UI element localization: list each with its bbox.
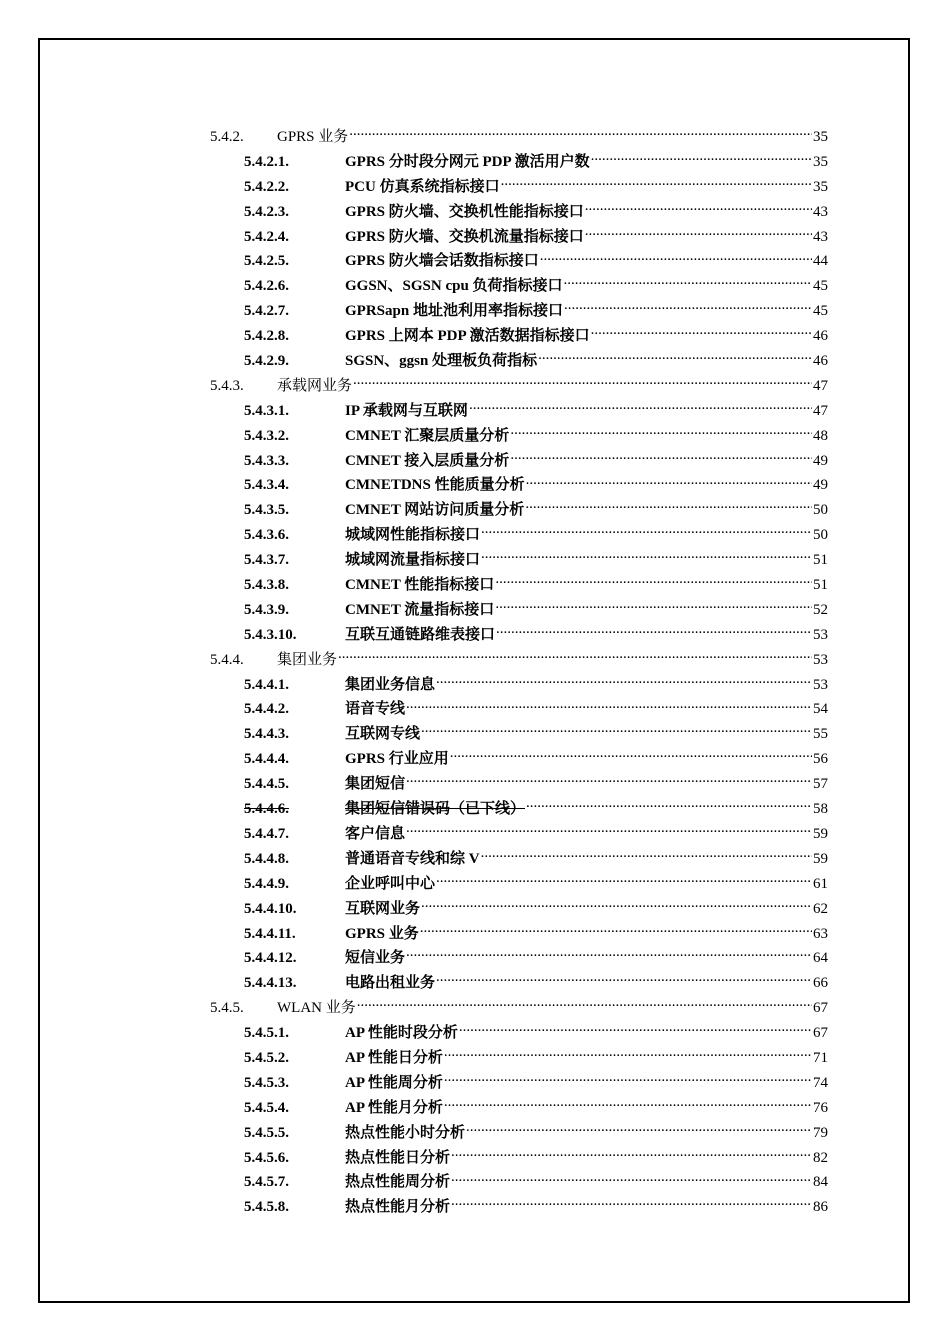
toc-entry-page-number: 71 (813, 1049, 828, 1066)
toc-entry-title: WLAN 业务 (277, 1000, 356, 1017)
toc-dot-leader (436, 873, 812, 888)
toc-dot-leader (495, 599, 812, 614)
toc-entry-number: 5.4.4.5. (244, 776, 289, 793)
toc-entry-page-number: 51 (813, 577, 828, 594)
toc-dot-leader (481, 549, 812, 564)
toc-entry-number: 5.4.3.8. (244, 577, 289, 594)
toc-entry-number: 5.4.4.13. (244, 975, 297, 992)
toc-entry-number: 5.4.4.6. (244, 801, 289, 818)
toc-entry[interactable] (210, 1170, 828, 1195)
toc-dot-leader (510, 425, 812, 440)
toc-dot-leader (501, 176, 812, 191)
toc-entry-title: 集团业务信息 (345, 676, 436, 693)
toc-entry-page-number: 76 (813, 1099, 828, 1116)
toc-entry-page-number: 74 (813, 1074, 828, 1091)
toc-dot-leader (406, 773, 812, 788)
toc-dot-leader (466, 1122, 812, 1137)
toc-entry[interactable] (210, 548, 828, 573)
toc-entry-number: 5.4.5.2. (244, 1049, 289, 1066)
toc-entry[interactable] (210, 249, 828, 274)
toc-entry-title: CMNET 性能指标接口 (345, 577, 495, 594)
toc-entry[interactable] (210, 722, 828, 747)
toc-entry-title: 客户信息 (345, 825, 406, 842)
toc-entry-page-number: 45 (813, 278, 828, 295)
toc-entry-title: SGSN、ggsn 处理板负荷指标 (345, 353, 538, 370)
toc-entry-page-number: 67 (813, 1000, 828, 1017)
toc-entry-page-number: 59 (813, 850, 828, 867)
toc-entry-number: 5.4.3.7. (244, 552, 289, 569)
toc-entry-page-number: 46 (813, 328, 828, 345)
toc-dot-leader (510, 450, 812, 465)
toc-entry-title: 互联互通链路维表接口 (345, 626, 496, 643)
toc-entry-title: 集团短信 (345, 776, 406, 793)
toc-entry-title: 热点性能周分析 (345, 1174, 451, 1191)
toc-dot-leader (481, 524, 812, 539)
toc-dot-leader (353, 375, 812, 390)
toc-dot-leader (496, 624, 812, 639)
toc-entry-number: 5.4.2.1. (244, 153, 289, 170)
toc-entry-page-number: 53 (813, 676, 828, 693)
toc-entry[interactable] (210, 125, 828, 150)
toc-entry-title: 集团短信错误码（已下线） (345, 801, 526, 818)
toc-entry-page-number: 49 (813, 452, 828, 469)
toc-entry-title: GPRS 行业应用 (345, 751, 449, 768)
toc-entry-title: 集团业务 (277, 651, 338, 668)
toc-entry-title: GGSN、SGSN cpu 负荷指标接口 (345, 278, 563, 295)
toc-entry-title: GPRS 业务 (345, 925, 419, 942)
toc-entry-page-number: 66 (813, 975, 828, 992)
toc-entry-page-number: 64 (813, 950, 828, 967)
toc-entry-title: 承载网业务 (277, 377, 353, 394)
toc-entry-page-number: 54 (813, 701, 828, 718)
toc-entry-title: GPRS 业务 (277, 129, 349, 145)
toc-entry-title: AP 性能时段分析 (345, 1025, 458, 1042)
toc-entry[interactable] (210, 648, 828, 673)
toc-dot-leader (450, 748, 812, 763)
toc-entry-page-number: 67 (813, 1025, 828, 1042)
toc-dot-leader (451, 1171, 812, 1186)
toc-entry-title: CMNET 网站访问质量分析 (345, 502, 525, 519)
toc-entry[interactable] (210, 1046, 828, 1071)
toc-entry-title: AP 性能日分析 (345, 1049, 443, 1066)
toc-entry-number: 5.4.2.6. (244, 278, 289, 295)
toc-entry-title: CMNET 汇聚层质量分析 (345, 427, 510, 444)
toc-entry-page-number: 43 (813, 228, 828, 245)
toc-dot-leader (406, 698, 812, 713)
toc-entry-number: 5.4.2.4. (244, 228, 289, 245)
toc-dot-leader (585, 201, 812, 216)
toc-entry-page-number: 43 (813, 203, 828, 220)
toc-entry-title: 热点性能月分析 (345, 1199, 451, 1216)
toc-entry-title: 互联网业务 (345, 900, 421, 917)
toc-entry-number: 5.4.4.1. (244, 676, 289, 693)
toc-entry[interactable] (210, 822, 828, 847)
toc-entry-page-number: 79 (813, 1124, 828, 1141)
toc-entry-page-number: 55 (813, 726, 828, 743)
toc-entry[interactable] (210, 1195, 828, 1220)
toc-dot-leader (444, 1072, 812, 1087)
toc-entry-page-number: 59 (813, 825, 828, 842)
toc-entry[interactable] (210, 523, 828, 548)
toc-dot-leader (540, 250, 812, 265)
toc-entry-page-number: 84 (813, 1174, 828, 1191)
toc-dot-leader (459, 1022, 812, 1037)
toc-dot-leader (591, 325, 812, 340)
toc-entry-number: 5.4.4. (210, 651, 244, 668)
toc-entry[interactable] (210, 747, 828, 772)
toc-entry-number: 5.4.5.6. (244, 1149, 289, 1166)
toc-entry-number: 5.4.3.1. (244, 402, 289, 419)
toc-entry[interactable] (210, 424, 828, 449)
toc-entry-number: 5.4.4.8. (244, 850, 289, 867)
toc-entry[interactable] (210, 498, 828, 523)
toc-entry-number: 5.4.2.9. (244, 353, 289, 370)
toc-entry-page-number: 56 (813, 751, 828, 768)
toc-dot-leader (525, 499, 812, 514)
toc-dot-leader (481, 848, 812, 863)
toc-entry-title: GPRSapn 地址池利用率指标接口 (345, 303, 563, 320)
toc-entry-number: 5.4.4.10. (244, 900, 297, 917)
toc-entry[interactable] (210, 374, 828, 399)
toc-entry-number: 5.4.4.7. (244, 825, 289, 842)
toc-entry-number: 5.4.5.1. (244, 1025, 289, 1042)
toc-entry-title: 普通语音专线和综 V (345, 850, 480, 867)
toc-entry-number: 5.4.5. (210, 1000, 244, 1017)
toc-entry[interactable] (210, 349, 828, 374)
toc-entry[interactable] (210, 1071, 828, 1096)
toc-entry-title: 互联网专线 (345, 726, 421, 743)
toc-entry-page-number: 50 (813, 527, 828, 544)
toc-entry-title: GPRS 防火墙会话数指标接口 (345, 253, 539, 270)
toc-entry-number: 5.4.5.8. (244, 1199, 289, 1216)
toc-entry-title: 城域网性能指标接口 (345, 527, 481, 544)
toc-entry-title: 语音专线 (345, 701, 406, 718)
toc-dot-leader (349, 126, 812, 141)
toc-entry-title: GPRS 防火墙、交换机流量指标接口 (345, 228, 584, 245)
toc-entry[interactable] (210, 1096, 828, 1121)
toc-entry[interactable] (210, 175, 828, 200)
toc-entry[interactable] (210, 922, 828, 947)
toc-entry-number: 5.4.2.8. (244, 328, 289, 345)
toc-entry-number: 5.4.3.3. (244, 452, 289, 469)
toc-entry-title: PCU 仿真系统指标接口 (345, 178, 500, 195)
toc-entry-page-number: 47 (813, 402, 828, 419)
toc-entry[interactable] (210, 399, 828, 424)
toc-entry-title: GPRS 防火墙、交换机性能指标接口 (345, 203, 584, 220)
toc-entry-page-number: 35 (813, 153, 828, 170)
toc-entry-number: 5.4.3.4. (244, 477, 289, 494)
toc-entry-number: 5.4.2. (210, 129, 244, 145)
toc-entry[interactable] (210, 225, 828, 250)
toc-entry-number: 5.4.3. (210, 377, 244, 394)
toc-entry-number: 5.4.5.7. (244, 1174, 289, 1191)
toc-entry[interactable] (210, 673, 828, 698)
toc-entry-page-number: 44 (813, 253, 828, 270)
toc-entry-number: 5.4.4.9. (244, 875, 289, 892)
toc-dot-leader (451, 1196, 812, 1211)
toc-entry-page-number: 58 (813, 801, 828, 818)
toc-dot-leader (420, 923, 812, 938)
toc-dot-leader (421, 898, 812, 913)
table-of-contents (210, 125, 828, 1220)
toc-entry[interactable] (210, 1021, 828, 1046)
toc-dot-leader (451, 1147, 812, 1162)
toc-entry-title: CMNETDNS 性能质量分析 (345, 477, 525, 494)
toc-entry[interactable] (210, 449, 828, 474)
toc-entry-number: 5.4.3.6. (244, 527, 289, 544)
toc-entry-title: 电路出租业务 (345, 975, 436, 992)
toc-entry-page-number: 61 (813, 875, 828, 892)
toc-dot-leader (469, 400, 812, 415)
toc-entry[interactable] (210, 996, 828, 1021)
toc-entry-number: 5.4.2.5. (244, 253, 289, 270)
toc-entry[interactable] (210, 200, 828, 225)
toc-entry-number: 5.4.5.5. (244, 1124, 289, 1141)
toc-entry-page-number: 35 (813, 129, 828, 145)
toc-entry-title: AP 性能月分析 (345, 1099, 443, 1116)
toc-entry-page-number: 48 (813, 427, 828, 444)
toc-entry-page-number: 35 (813, 178, 828, 195)
toc-entry-page-number: 52 (813, 601, 828, 618)
toc-entry-page-number: 62 (813, 900, 828, 917)
toc-entry[interactable] (210, 697, 828, 722)
toc-dot-leader (436, 972, 812, 987)
toc-entry[interactable] (210, 299, 828, 324)
toc-entry-page-number: 46 (813, 353, 828, 370)
toc-dot-leader (444, 1097, 812, 1112)
toc-entry[interactable] (210, 623, 828, 648)
toc-entry[interactable] (210, 797, 828, 822)
toc-dot-leader (338, 649, 812, 664)
toc-entry-number: 5.4.2.2. (244, 178, 289, 195)
toc-entry-title: IP 承载网与互联网 (345, 402, 468, 419)
toc-entry-title: AP 性能周分析 (345, 1074, 443, 1091)
toc-entry[interactable] (210, 598, 828, 623)
toc-entry-number: 5.4.4.12. (244, 950, 297, 967)
toc-dot-leader (526, 798, 812, 813)
toc-entry-title: 短信业务 (345, 950, 406, 967)
toc-entry[interactable] (210, 274, 828, 299)
toc-dot-leader (436, 674, 812, 689)
toc-entry[interactable] (210, 573, 828, 598)
toc-entry-number: 5.4.4.11. (244, 925, 296, 942)
toc-entry[interactable] (210, 150, 828, 175)
toc-entry[interactable] (210, 1146, 828, 1171)
toc-entry-page-number: 82 (813, 1149, 828, 1166)
toc-entry-number: 5.4.4.2. (244, 701, 289, 718)
toc-entry-page-number: 53 (813, 651, 828, 668)
toc-entry-number: 5.4.4.4. (244, 751, 289, 768)
toc-dot-leader (357, 997, 812, 1012)
toc-entry[interactable] (210, 772, 828, 797)
toc-entry-number: 5.4.3.10. (244, 626, 297, 643)
toc-entry-page-number: 53 (813, 626, 828, 643)
toc-dot-leader (406, 823, 812, 838)
toc-entry-title: 热点性能日分析 (345, 1149, 451, 1166)
toc-entry-number: 5.4.5.4. (244, 1099, 289, 1116)
toc-dot-leader (564, 300, 812, 315)
toc-entry-title: CMNET 接入层质量分析 (345, 452, 510, 469)
toc-entry-page-number: 45 (813, 303, 828, 320)
toc-entry[interactable] (210, 847, 828, 872)
toc-entry-page-number: 63 (813, 925, 828, 942)
toc-entry-title: 城域网流量指标接口 (345, 552, 481, 569)
toc-entry[interactable] (210, 473, 828, 498)
toc-entry[interactable] (210, 324, 828, 349)
toc-dot-leader (538, 350, 812, 365)
toc-dot-leader (526, 474, 812, 489)
toc-entry-number: 5.4.2.7. (244, 303, 289, 320)
toc-entry-number: 5.4.3.5. (244, 502, 289, 519)
toc-dot-leader (564, 275, 812, 290)
toc-entry[interactable] (210, 897, 828, 922)
toc-entry[interactable] (210, 946, 828, 971)
toc-entry-number: 5.4.3.2. (244, 427, 289, 444)
toc-entry-title: GPRS 上网本 PDP 激活数据指标接口 (345, 328, 590, 345)
toc-entry-page-number: 50 (813, 502, 828, 519)
toc-dot-leader (406, 947, 812, 962)
toc-entry[interactable] (210, 971, 828, 996)
toc-entry-title: 企业呼叫中心 (345, 875, 436, 892)
toc-entry-page-number: 49 (813, 477, 828, 494)
toc-entry-number: 5.4.5.3. (244, 1074, 289, 1091)
toc-dot-leader (585, 226, 812, 241)
toc-entry-number: 5.4.3.9. (244, 601, 289, 618)
toc-dot-leader (421, 723, 812, 738)
toc-dot-leader (591, 151, 812, 166)
toc-entry-number: 5.4.2.3. (244, 203, 289, 220)
toc-entry-title: CMNET 流量指标接口 (345, 601, 495, 618)
toc-entry-title: GPRS 分时段分网元 PDP 激活用户数 (345, 153, 590, 170)
toc-entry-title: 热点性能小时分析 (345, 1124, 466, 1141)
toc-dot-leader (444, 1047, 812, 1062)
toc-entry-page-number: 86 (813, 1199, 828, 1216)
toc-entry-page-number: 51 (813, 552, 828, 569)
toc-entry[interactable] (210, 1121, 828, 1146)
toc-entry-page-number: 57 (813, 776, 828, 793)
toc-entry[interactable] (210, 872, 828, 897)
toc-dot-leader (495, 574, 812, 589)
toc-entry-page-number: 47 (813, 377, 828, 394)
toc-entry-number: 5.4.4.3. (244, 726, 289, 743)
